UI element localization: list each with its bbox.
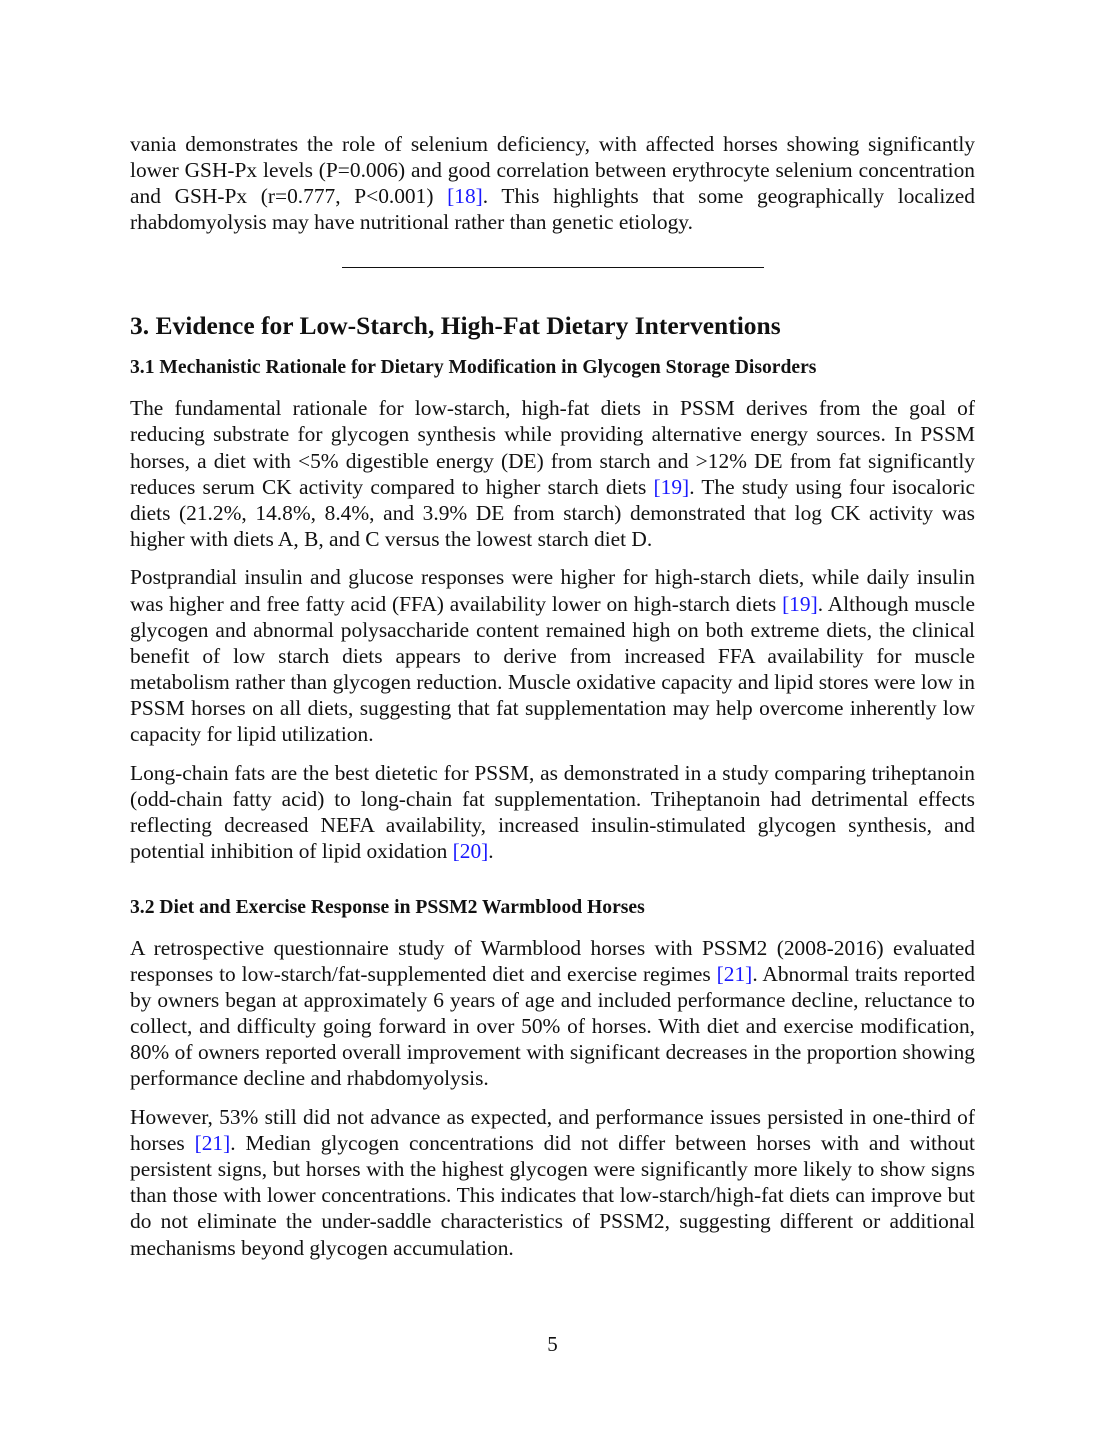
subsection-3-1-heading: 3.1 Mechanistic Rationale for Dietary Modification in Glycogen Storage Disorders: [130, 357, 817, 379]
paragraph-text: . Although muscle glycogen and abnormal polysaccharide content remained high on both extreme diets, the clinical benefit of low starch diets appears to derive from increased FFA availability for muscle metabolism rather than glycogen reduction. Muscle oxidative capacity and lipid stores were low in PSSM horses on all diets, suggesting that fat supplementation may help overcome inherently low capacity for lipid utilization.: [130, 591, 975, 746]
section-divider: [342, 267, 764, 268]
citation-link-19[interactable]: [19]: [782, 591, 818, 616]
intro-text-before: vania demonstrates the role of selenium deficiency, with affected horses showing significantly lower GSH-Px levels (P=0.006) and good correlation between erythrocyte selenium concentration and GSH-Px (r=0.777, P<0.001): [130, 132, 975, 209]
citation-link-18[interactable]: [18]: [447, 184, 483, 209]
paragraph-3-1-1: [130, 395, 975, 552]
paragraph-text: Long-chain fats are the best dietetic for PSSM, as demonstrated in a study comparing triheptanoin (odd-chain fatty acid) to long-chain fat supplementation. Triheptanoin had detrimental effects reflecting decreased NEFA availability, increased insulin-stimulated glycogen synthesis, and potential inhibition of lipid oxidation: [130, 760, 975, 863]
paragraph-text: A retrospective questionnaire study of Warmblood horses with PSSM2 (2008-2016) evaluated responses to low-starch/fat-supplemented diet and exercise regimes: [130, 935, 975, 987]
paragraph-text: Postprandial insulin and glucose responses were higher for high-starch diets, while daily insulin was higher and free fatty acid (FFA) availability lower on high-starch diets: [130, 565, 975, 616]
paragraph-3-1-3: [130, 760, 975, 864]
intro-text-after: . This highlights that some geographically localized rhabdomyolysis may have nutritional rather than genetic etiology.: [130, 184, 975, 235]
citation-link-21[interactable]: [21]: [194, 1131, 231, 1156]
page-content: [130, 131, 975, 1273]
paragraph-text: . Abnormal traits reported by owners began at approximately 6 years of age and included performance decline, reluctance to collect, and difficulty going forward in over 50% of horses. With diet and exercise modification, 80% of owners reported overall improvement with significant decreases in the proportion showing performance decline and rhabdomyolysis.: [130, 962, 975, 1091]
citation-link-20[interactable]: [20]: [452, 838, 489, 863]
paragraph-3-2-1: [130, 935, 975, 1092]
intro-paragraph: [130, 131, 975, 235]
section-3-heading: 3. Evidence for Low-Starch, High-Fat Dietary Interventions: [130, 311, 781, 341]
paragraph-text: . Median glycogen concentrations did not differ between horses with and without persistent signs, but horses with the highest glycogen were significantly more likely to show signs than those with lower concentrations. This indicates that low-starch/high-fat diets can improve but do not eliminate the under-saddle characteristics of PSSM2, suggesting different or additional mechanisms beyond glycogen accumulation.: [130, 1131, 975, 1260]
paragraph-3-1-2: [130, 564, 975, 747]
paragraph-3-2-2: [130, 1104, 975, 1261]
citation-link-21[interactable]: [21]: [716, 962, 753, 987]
paragraph-text: . The study using four isocaloric diets (21.2%, 14.8%, 8.4%, and 3.9% DE from starch) demonstrated that log CK activity was higher with diets A, B, and C versus the lowest starch diet D.: [130, 474, 976, 551]
paragraph-text: The fundamental rationale for low-starch, high-fat diets in PSSM derives from the goal of reducing substrate for glycogen synthesis while providing alternative energy sources. In PSSM horses, a diet with <5% digestible energy (DE) from starch and >12% DE from fat significantly reduces serum CK activity compared to higher starch diets: [130, 396, 975, 499]
subsection-3-2-heading: 3.2 Diet and Exercise Response in PSSM2 Warmblood Horses: [130, 896, 645, 918]
page-number: 5: [547, 1332, 558, 1356]
paragraph-text: However, 53% still did not advance as expected, and performance issues persisted in one-third of horses: [130, 1105, 975, 1156]
paragraph-text: .: [488, 838, 494, 863]
citation-link-19[interactable]: [19]: [653, 474, 690, 499]
